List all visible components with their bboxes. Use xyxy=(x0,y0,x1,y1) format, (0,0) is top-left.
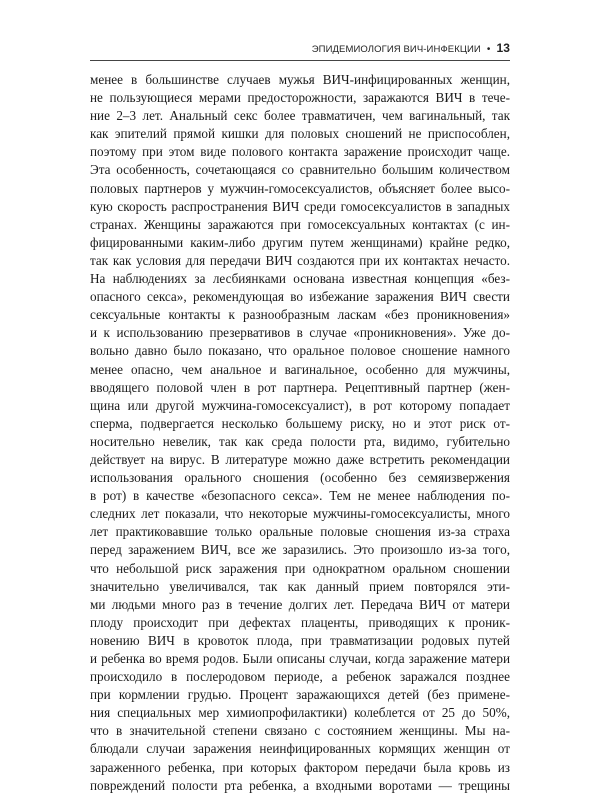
text-line: перед заражением ВИЧ, все же заразились. Это произошло из-за того, xyxy=(90,542,510,558)
text-line: действует на вирус. В литературе можно даже встретить рекомендации xyxy=(90,451,510,467)
text-line: вводящего половой член в рот партнера. Рецептивный партнер (жен- xyxy=(90,379,510,395)
text-line: зараженного ребенка, при которых фактором передачи была кровь из xyxy=(90,759,510,775)
text-line: ми людьми много раз в течение долгих лет. Передача ВИЧ от матери xyxy=(90,596,510,612)
text-line: плоду происходит при дефектах плаценты, приводящих к проник- xyxy=(90,614,510,630)
text-line: следних лет показали, что некоторые мужчины-гомосексуалисты, много xyxy=(90,506,510,522)
text-line: ния специальных мер химиопрофилактики) колеблется от 25 до 50%, xyxy=(90,705,510,721)
running-header xyxy=(90,41,510,55)
text-line: и к использованию презервативов в случае «проникновения». Уже до- xyxy=(90,325,510,341)
text-line: лет практиковавшие только оральные половые сношения из-за страха xyxy=(90,524,510,540)
text-line: Эта особенность, сочетающаяся со сравнительно большим количеством xyxy=(90,162,510,178)
text-line: щина или другой мужчина-гомосексуалист), в рот которому попадает xyxy=(90,397,510,413)
text-line: как эпителий прямой кишки для половых сношений не приспособлен, xyxy=(90,126,510,142)
text-line: кую скорость распространения ВИЧ среди гомосексуалистов в западных xyxy=(90,198,510,214)
text-line: носительно невелик, так как среда полости рта, видимо, губительно xyxy=(90,433,510,449)
page-number: 13 xyxy=(496,41,510,55)
text-line: и ребенка во время родов. Были описаны случаи, когда заражение матери xyxy=(90,651,510,666)
text-line: странах. Женщины заражаются при гомосексуальных контактах (с ин- xyxy=(90,216,510,232)
text-line: при кормлении грудью. Процент заражающихся детей (без примене- xyxy=(90,687,510,703)
text-line: не пользующиеся мерами предосторожности, заражаются ВИЧ в тече- xyxy=(90,90,510,106)
text-line: новению ВИЧ в кровоток плода, при травматизации родовых путей xyxy=(90,632,510,648)
text-line: сперма, подвергается несколько большему риску, но и этот риск от- xyxy=(90,415,510,431)
text-line: поэтому при этом виде полового контакта заражение происходит чаще. xyxy=(90,144,510,160)
text-line: менее в большинстве случаев мужья ВИЧ-инфицированных женщин, xyxy=(90,72,510,87)
text-line: На наблюдениях за лесбиянками основана известная концепция «без- xyxy=(90,271,510,287)
text-line: повреждений полости рта ребенка, а входными воротами — трещины xyxy=(90,777,510,793)
text-line: вольно давно было показано, что оральное половое сношение намного xyxy=(90,343,510,359)
text-line: что в значительной степени связано с состоянием женщины. Мы на- xyxy=(90,723,510,739)
header-rule xyxy=(90,60,510,61)
text-line: так как условия для передачи ВИЧ создаются при их контактах нечасто. xyxy=(90,252,510,268)
text-line: значительно увеличивался, так как данный прием повторялся эти- xyxy=(90,578,510,594)
text-line: блюдали случаи заражения неинфицированных кормящих женщин от xyxy=(90,741,510,757)
text-line: сексуальные контакты к разнообразным ласкам «без проникновения» xyxy=(90,307,510,323)
body-text xyxy=(90,71,510,795)
text-line: что небольшой риск заражения при однократном оральном сношении xyxy=(90,560,510,576)
running-title: ЭПИДЕМИОЛОГИЯ ВИЧ-ИНФЕКЦИИ xyxy=(311,44,481,55)
text-line: фицированными каким-либо другим путем женщинами) крайне редко, xyxy=(90,234,510,250)
text-line: менее опасно, чем анальное и вагинальное, особенно для мужчины, xyxy=(90,361,510,377)
text-line: в рот) в качестве «безопасного секса». Тем не менее наблюдения по- xyxy=(90,488,510,504)
text-line: использования орального сношения (особенно без семяизвержения xyxy=(90,470,510,486)
text-line: половых партнеров у мужчин-гомосексуалистов, объясняет более высо- xyxy=(90,180,510,196)
text-line: происходило в послеродовом периоде, а ребенок заражался позднее xyxy=(90,669,510,685)
text-line: ние 2–3 лет. Анальный секс более травматичен, чем вагинальный, так xyxy=(90,108,510,124)
header-bullet: • xyxy=(486,44,491,55)
text-line: опасного секса», рекомендующая во избежание заражения ВИЧ свести xyxy=(90,289,510,305)
